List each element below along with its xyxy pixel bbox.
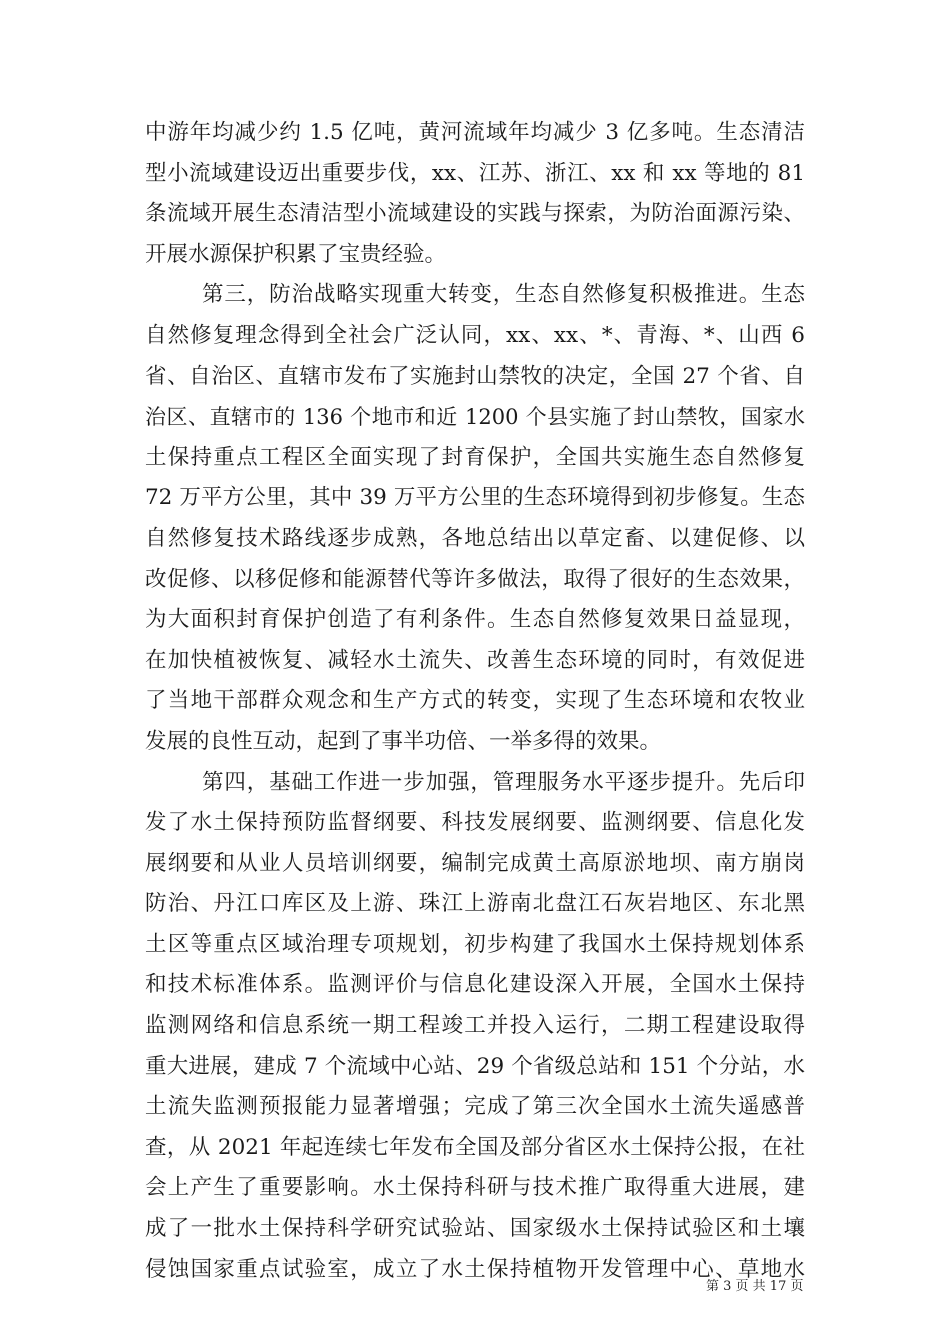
page-number-footer: 第 3 页 共 17 页 <box>706 1279 804 1294</box>
text-line: 条流域开展生态清洁型小流域建设的实践与探索，为防治面源污染、 <box>145 201 805 227</box>
text-line: 了当地干部群众观念和生产方式的转变，实现了生态环境和农牧业 <box>145 688 805 714</box>
text-line: 发了水土保持预防监督纲要、科技发展纲要、监测纲要、信息化发 <box>145 810 805 836</box>
text-line: 土区等重点区域治理专项规划，初步构建了我国水土保持规划体系 <box>145 931 805 957</box>
text-line: 在加快植被恢复、减轻水土流失、改善生态环境的同时，有效促进 <box>145 647 805 673</box>
text-line: 改促修、以移促修和能源替代等许多做法，取得了很好的生态效果， <box>145 566 805 592</box>
paragraph-start-line: 第四，基础工作进一步加强，管理服务水平逐步提升。先后印 <box>202 769 805 795</box>
text-line: 自然修复理念得到全社会广泛认同，xx、xx、*、青海、*、山西 6 <box>145 322 805 348</box>
text-line: 会上产生了重要影响。水土保持科研与技术推广取得重大进展，建 <box>145 1175 805 1201</box>
text-line: 为大面积封育保护创造了有利条件。生态自然修复效果日益显现， <box>145 607 805 633</box>
text-line: 查，从 2021 年起连续七年发布全国及部分省区水土保持公报，在社 <box>145 1134 805 1160</box>
text-line: 72 万平方公里，其中 39 万平方公里的生态环境得到初步修复。生态 <box>145 485 805 511</box>
text-line: 展纲要和从业人员培训纲要，编制完成黄土高原淤地坝、南方崩岗 <box>145 850 805 876</box>
text-line: 防治、丹江口库区及上游、珠江上游南北盘江石灰岩地区、东北黑 <box>145 891 805 917</box>
text-line: 侵蚀国家重点试验室，成立了水土保持植物开发管理中心、草地水 <box>145 1256 805 1282</box>
text-line: 成了一批水土保持科学研究试验站、国家级水土保持试验区和土壤 <box>145 1216 805 1242</box>
text-line: 土保持重点工程区全面实现了封育保护，全国共实施生态自然修复 <box>145 444 805 470</box>
text-line: 中游年均减少约 1.5 亿吨，黄河流域年均减少 3 亿多吨。生态清洁 <box>145 120 805 145</box>
text-line: 省、自治区、直辖市发布了实施封山禁牧的决定，全国 27 个省、自 <box>145 363 805 389</box>
text-line: 治区、直辖市的 136 个地市和近 1200 个县实施了封山禁牧，国家水 <box>145 405 805 430</box>
text-line: 重大进展，建成 7 个流域中心站、29 个省级总站和 151 个分站，水 <box>145 1053 805 1079</box>
text-line: 发展的良性互动，起到了事半功倍、一举多得的效果。 <box>145 728 662 754</box>
text-line: 土流失监测预报能力显著增强；完成了第三次全国水土流失遥感普 <box>145 1094 805 1120</box>
text-line: 和技术标准体系。监测评价与信息化建设深入开展，全国水土保持 <box>145 972 805 998</box>
text-line: 型小流域建设迈出重要步伐，xx、江苏、浙江、xx 和 xx 等地的 81 <box>145 160 805 186</box>
text-line: 开展水源保护积累了宝贵经验。 <box>145 241 447 267</box>
text-line: 监测网络和信息系统一期工程竣工并投入运行，二期工程建设取得 <box>145 1013 805 1039</box>
text-line: 自然修复技术路线逐步成熟，各地总结出以草定畜、以建促修、以 <box>145 525 805 551</box>
body-text <box>145 113 805 1290</box>
paragraph-start-line: 第三，防治战略实现重大转变，生态自然修复积极推进。生态 <box>202 282 805 308</box>
